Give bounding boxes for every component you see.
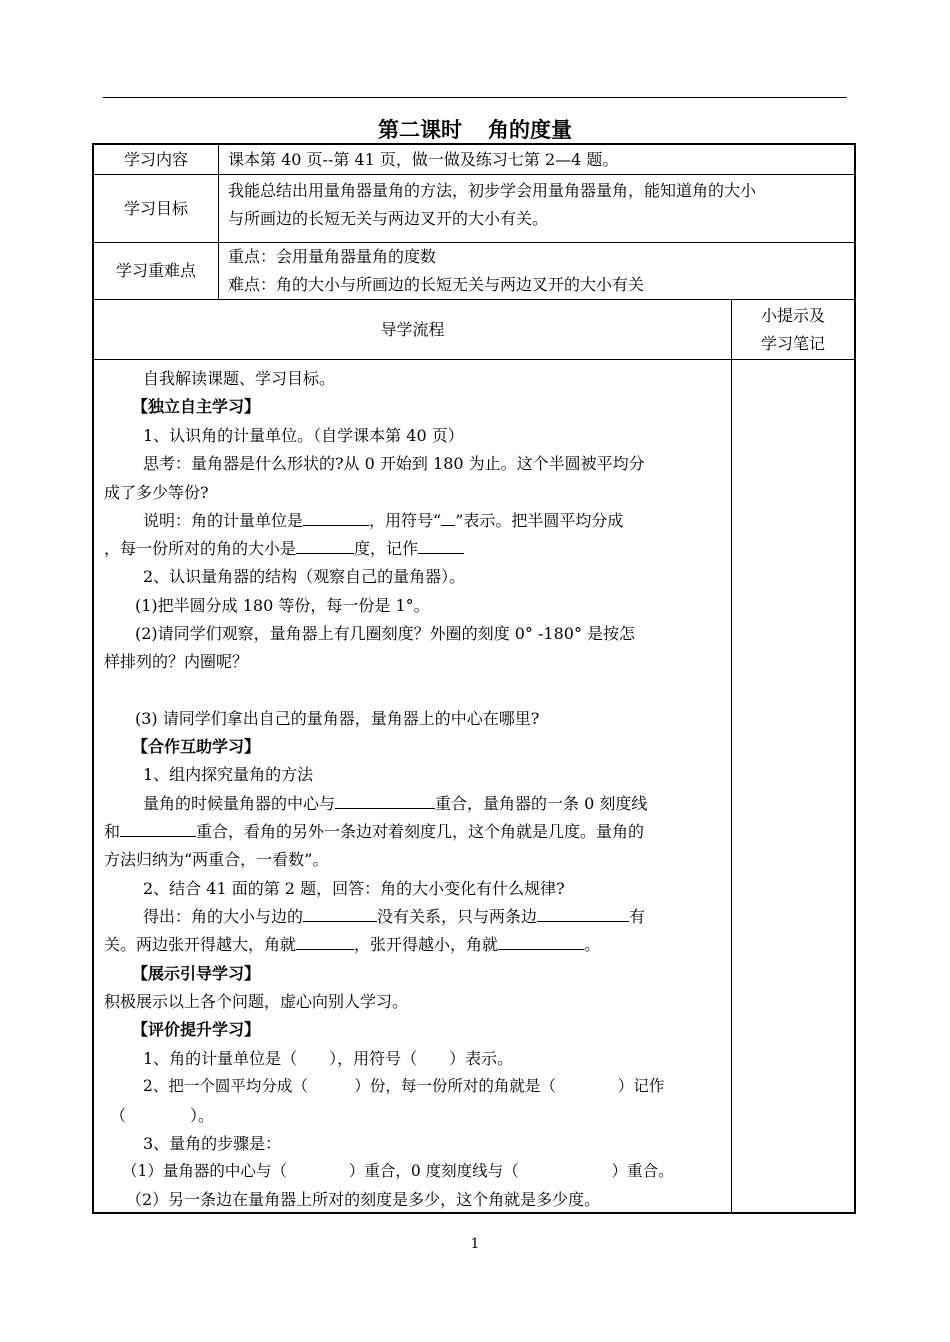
col-divider <box>218 143 219 299</box>
body-line: 1、角的计量单位是（ ），用符号（ ）表示。 <box>143 1049 514 1068</box>
key-text <box>228 243 644 299</box>
row-divider <box>92 359 856 360</box>
page-title: 第二课时 角的度量 <box>378 118 572 142</box>
notes-label <box>732 302 854 358</box>
body-line: （2）另一条边在量角器上所对的刻度是多少，这个角就是多少度。 <box>126 1190 601 1209</box>
body-line: 得出：角的大小与边的 没有关系，只与两条边 有 <box>143 907 646 926</box>
body-line: (2)请同学们观察，量角器上有几圈刻度？外圈的刻度 0° -180° 是按怎 <box>135 624 636 643</box>
body-line: (3) 请同学们拿出自己的量角器，量角器上的中心在哪里? <box>135 709 540 728</box>
page-number: 1 <box>470 1236 480 1252</box>
body-line: 1、认识角的计量单位。（自学课本第 40 页） <box>143 426 464 445</box>
body-line: 关。两边张开得越大，角就 ，张开得越小，角就 。 <box>104 935 601 954</box>
notes-label-line: 学习笔记 <box>760 334 825 353</box>
content-text: 课本第 40 页--第 41 页，做一做及练习七第 2—4 题。 <box>228 150 619 169</box>
goal-line: 与所画边的长短无关与两边叉开的大小有关。 <box>228 209 549 228</box>
body-line: 2、结合 41 面的第 2 题，回答：角的大小变化有什么规律? <box>143 879 565 898</box>
fill-blank[interactable] <box>498 933 584 950</box>
notes-label-line: 小提示及 <box>760 306 825 325</box>
key-line: 重点：会用量角器量角的度数 <box>228 247 437 266</box>
fill-blank[interactable] <box>303 905 377 922</box>
fill-blank[interactable] <box>303 509 369 526</box>
fill-blank[interactable] <box>296 933 354 950</box>
flow-label: 导学流程 <box>380 320 445 339</box>
body-line: 1、组内探究量角的方法 <box>143 765 314 784</box>
body-line: ，每一份所对的角的大小是 度，记作 <box>104 536 464 559</box>
fill-blank[interactable] <box>120 820 196 837</box>
body-line: (1)把半圆分成 180 等份，每一份是 1°。 <box>135 596 430 615</box>
fill-blank[interactable] <box>441 509 455 526</box>
body-line: 量角的时候量角器的中心与 重合，量角器的一条 0 刻度线 <box>143 794 648 813</box>
content-label: 学习内容 <box>123 150 188 169</box>
section-heading: 【合作互助学习】 <box>132 737 261 756</box>
body-line: （ ）。 <box>110 1106 215 1125</box>
body-line: 自我解读课题、学习目标。 <box>143 369 336 388</box>
body-line: 3、量角的步骤是： <box>143 1134 282 1153</box>
body-line: 积极展示以上各个问题，虚心向别人学习。 <box>104 992 409 1011</box>
goal-text <box>228 177 756 233</box>
section-heading: 【评价提升学习】 <box>132 1020 261 1039</box>
section-heading: 【独立自主学习】 <box>132 397 261 416</box>
goal-label: 学习目标 <box>123 199 188 218</box>
goal-line: 我能总结出用量角器量角的方法，初步学会用量角器量角，能知道角的大小 <box>228 181 757 200</box>
body-line: 方法归纳为“两重合，一看数”。 <box>104 850 329 869</box>
fill-blank[interactable] <box>537 905 629 922</box>
body-line: 样排列的？内圈呢？ <box>104 652 249 671</box>
body-line: 思考：量角器是什么形状的?从 0 开始到 180 为止。这个半圆被平均分 <box>143 454 645 473</box>
fill-blank[interactable] <box>335 792 435 809</box>
section-heading: 【展示引导学习】 <box>132 964 261 983</box>
key-line: 难点：角的大小与所画边的长短无关与两边叉开的大小有关 <box>228 275 645 294</box>
col-divider <box>731 299 732 1214</box>
body-line: 成了多少等份? <box>104 483 209 502</box>
body-line: 2、把一个圆平均分成（ ）份，每一份所对的角就是（ ）记作 <box>143 1077 665 1095</box>
body-line: （1）量角器的中心与（ ）重合，0 度刻度线与（ ）重合。 <box>122 1162 674 1180</box>
key-label: 学习重难点 <box>115 261 196 280</box>
header-rule <box>103 97 847 98</box>
body-line: 2、认识量角器的结构（观察自己的量角器）。 <box>143 567 466 586</box>
fill-blank[interactable] <box>418 537 464 554</box>
body-line: 和 重合，看角的另外一条边对着刻度几，这个角就是几度。量角的 <box>104 822 645 841</box>
fill-blank[interactable] <box>296 537 354 554</box>
body-line: 说明：角的计量单位是 ，用符号“ ”表示。把半圆平均分成 <box>143 511 624 530</box>
